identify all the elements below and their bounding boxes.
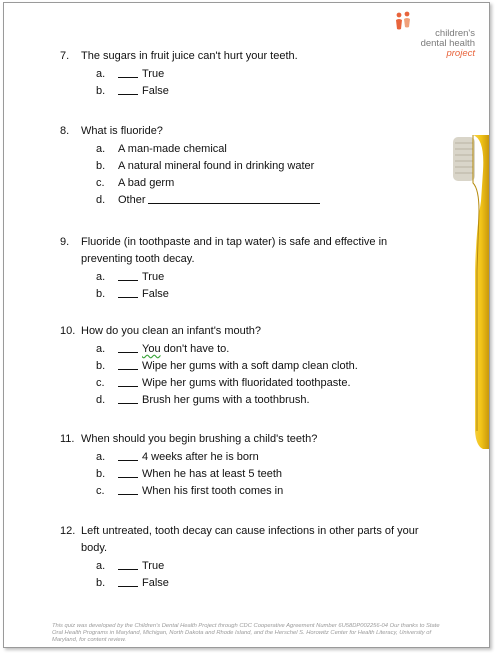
option-b[interactable]: b. A natural mineral found in drinking water — [96, 160, 315, 172]
question-text: How do you clean an infant's mouth? — [81, 325, 262, 337]
option-c[interactable]: c. When his first tooth comes in — [96, 485, 284, 497]
logo-line-1: children's — [435, 28, 475, 39]
other-answer-line[interactable] — [148, 192, 320, 204]
answer-blank[interactable] — [118, 466, 138, 478]
logo-line-2: dental health — [420, 38, 475, 49]
option-a[interactable]: a. True — [96, 68, 165, 80]
question-12 — [60, 523, 440, 592]
question-11 — [60, 431, 440, 500]
question-8 — [60, 123, 440, 209]
option-a[interactable]: a. A man-made chemical — [96, 143, 227, 155]
answer-blank[interactable] — [118, 375, 138, 387]
question-9 — [60, 234, 440, 303]
question-number: 9. — [60, 236, 70, 248]
answer-blank[interactable] — [118, 558, 138, 570]
question-number: 11. — [60, 433, 75, 445]
footer-credits: This quiz was developed by the Children's Dental Health Project through CDC Cooperative Agreement Number 6U58DP002256-04 Our thanks to State Oral Health Programs in Maryland, Michigan, North Dakota and Rhode Island, and the Herschel S. Horowitz Center for Health Literacy, University of Maryland, for content review. — [52, 623, 440, 643]
option-d[interactable]: d. Other — [96, 192, 440, 209]
question-text: What is fluoride? — [81, 125, 163, 137]
answer-blank[interactable] — [118, 449, 138, 461]
answer-blank[interactable] — [118, 341, 138, 353]
option-b[interactable]: b. False — [96, 288, 169, 300]
answer-blank[interactable] — [118, 286, 138, 298]
answer-blank[interactable] — [118, 269, 138, 281]
option-b[interactable]: b. False — [96, 85, 169, 97]
quiz-page — [3, 2, 490, 648]
question-text: Left untreated, tooth decay can cause infections in other parts of your body. — [81, 525, 419, 554]
answer-blank[interactable] — [118, 575, 138, 587]
question-number: 10. — [60, 325, 76, 337]
question-text: Fluoride (in toothpaste and in tap water) is safe and effective in preventing tooth decay. — [81, 236, 388, 265]
question-number: 8. — [60, 125, 70, 137]
option-b[interactable]: b. False — [96, 577, 169, 589]
option-b[interactable]: b. When he has at least 5 teeth — [96, 468, 283, 480]
logo-figures-icon — [393, 11, 413, 35]
question-10 — [60, 323, 440, 409]
option-a[interactable]: a. True — [96, 271, 165, 283]
option-b[interactable]: b. Wipe her gums with a soft damp clean cloth. — [96, 360, 358, 372]
answer-blank[interactable] — [118, 392, 138, 404]
toothbrush-image — [449, 131, 489, 451]
question-number: 12. — [60, 525, 76, 537]
option-c[interactable]: c. A bad germ — [96, 177, 175, 189]
option-a[interactable]: a. True — [96, 560, 165, 572]
question-7 — [60, 48, 440, 100]
logo-line-3: project — [446, 48, 475, 59]
answer-blank[interactable] — [118, 66, 138, 78]
answer-blank[interactable] — [118, 483, 138, 495]
option-d[interactable]: d. Brush her gums with a toothbrush. — [96, 394, 310, 406]
question-text: When should you begin brushing a child's teeth? — [81, 433, 318, 445]
question-text: The sugars in fruit juice can't hurt your teeth. — [81, 50, 298, 62]
option-a[interactable]: a. You don't have to. — [96, 343, 230, 355]
answer-blank[interactable] — [118, 358, 138, 370]
option-c[interactable]: c. Wipe her gums with fluoridated toothpaste. — [96, 377, 351, 389]
option-a[interactable]: a. 4 weeks after he is born — [96, 451, 259, 463]
answer-blank[interactable] — [118, 83, 138, 95]
question-number: 7. — [60, 50, 70, 62]
